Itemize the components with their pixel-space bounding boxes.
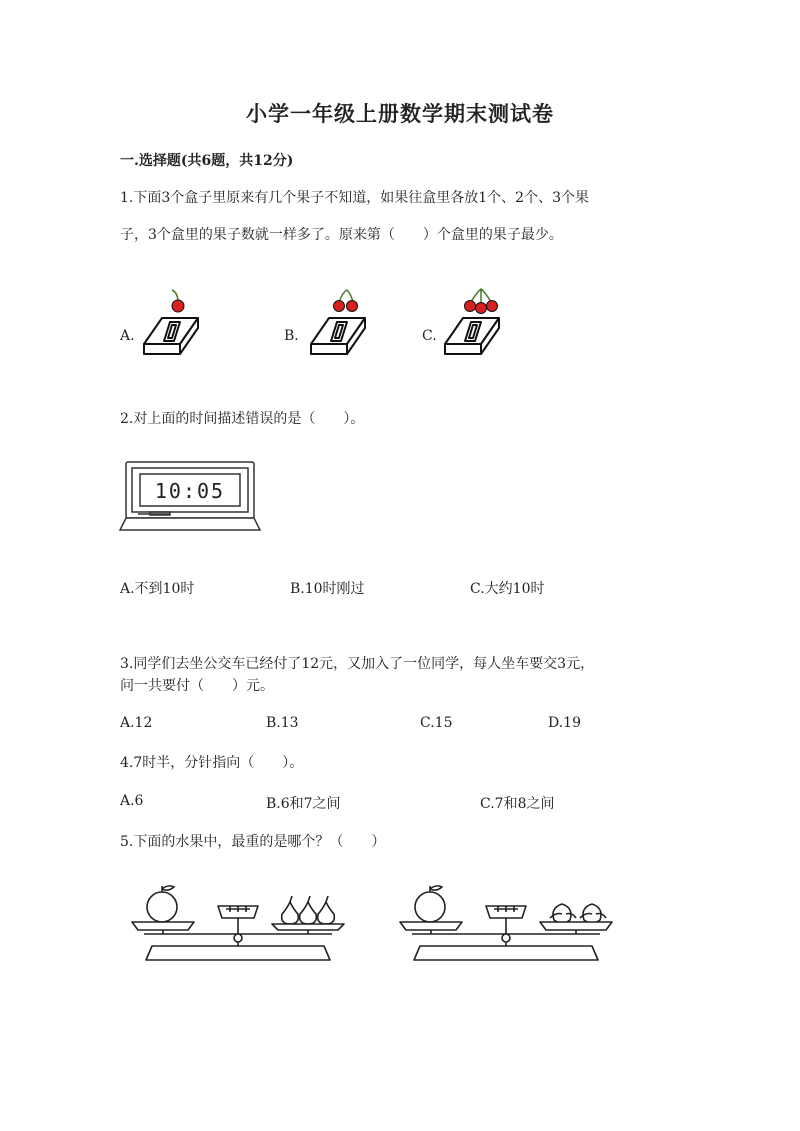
box-with-one-cherry-image bbox=[140, 286, 202, 358]
page-title: 小学一年级上册数学期末测试卷 bbox=[246, 101, 554, 126]
question-1-line-2: 子，3个盒里的果子数就一样多了。原来第（ ）个盒里的果子最少。 bbox=[120, 227, 563, 243]
question-2-text: 2.对上面的时间描述错误的是（ ）。 bbox=[120, 411, 365, 427]
balance-scale-apple-vs-two-peaches-image bbox=[390, 882, 620, 964]
question-3-option-b: B.13 bbox=[266, 715, 299, 731]
question-4-option-b: B.6和7之间 bbox=[266, 796, 341, 812]
question-2-option-a: A.不到10时 bbox=[120, 581, 195, 597]
question-5-text: 5.下面的水果中，最重的是哪个？（ ） bbox=[120, 834, 386, 850]
question-2-option-c: C.大约10时 bbox=[470, 581, 545, 597]
apple-icon bbox=[147, 886, 177, 922]
apple-icon bbox=[415, 886, 445, 922]
question-3-option-a: A.12 bbox=[120, 715, 153, 731]
peach-icon bbox=[550, 904, 576, 923]
question-2-option-b: B.10时刚过 bbox=[290, 581, 365, 597]
digital-clock-image bbox=[120, 460, 260, 532]
question-1-option-c: C. bbox=[422, 328, 437, 344]
cherry-icon bbox=[172, 290, 184, 312]
question-4-option-c: C.7和8之间 bbox=[480, 796, 555, 812]
box-with-two-cherries-image bbox=[307, 286, 369, 358]
pear-icon bbox=[300, 896, 317, 924]
balance-scale-apple-vs-three-pears-image bbox=[122, 882, 352, 964]
peach-icon bbox=[580, 904, 606, 923]
question-3-option-d: D.19 bbox=[548, 715, 581, 731]
clock-display-text: 10:05 bbox=[154, 479, 226, 503]
question-4-option-a: A.6 bbox=[120, 793, 144, 809]
pear-icon bbox=[282, 896, 299, 924]
pear-icon bbox=[318, 896, 335, 924]
question-1-option-a: A. bbox=[120, 328, 135, 344]
box-with-three-cherries-image bbox=[441, 286, 503, 358]
cherries-icon bbox=[465, 289, 498, 314]
question-3-line-1: 3.同学们去坐公交车已经付了12元，又加入了一位同学，每人坐车要交3元， bbox=[120, 656, 595, 672]
question-3-option-c: C.15 bbox=[420, 715, 453, 731]
cherries-icon bbox=[334, 290, 358, 312]
question-1-line-1: 1.下面3个盒子里原来有几个果子不知道，如果往盒里各放1个、2个、3个果 bbox=[120, 190, 589, 206]
question-4-text: 4.7时半，分针指向（ ）。 bbox=[120, 755, 304, 771]
section-heading: 一.选择题(共6题，共12分) bbox=[120, 153, 294, 169]
question-3-line-2: 问一共要付（ ）元。 bbox=[120, 678, 274, 694]
question-1-option-b: B. bbox=[284, 328, 299, 344]
